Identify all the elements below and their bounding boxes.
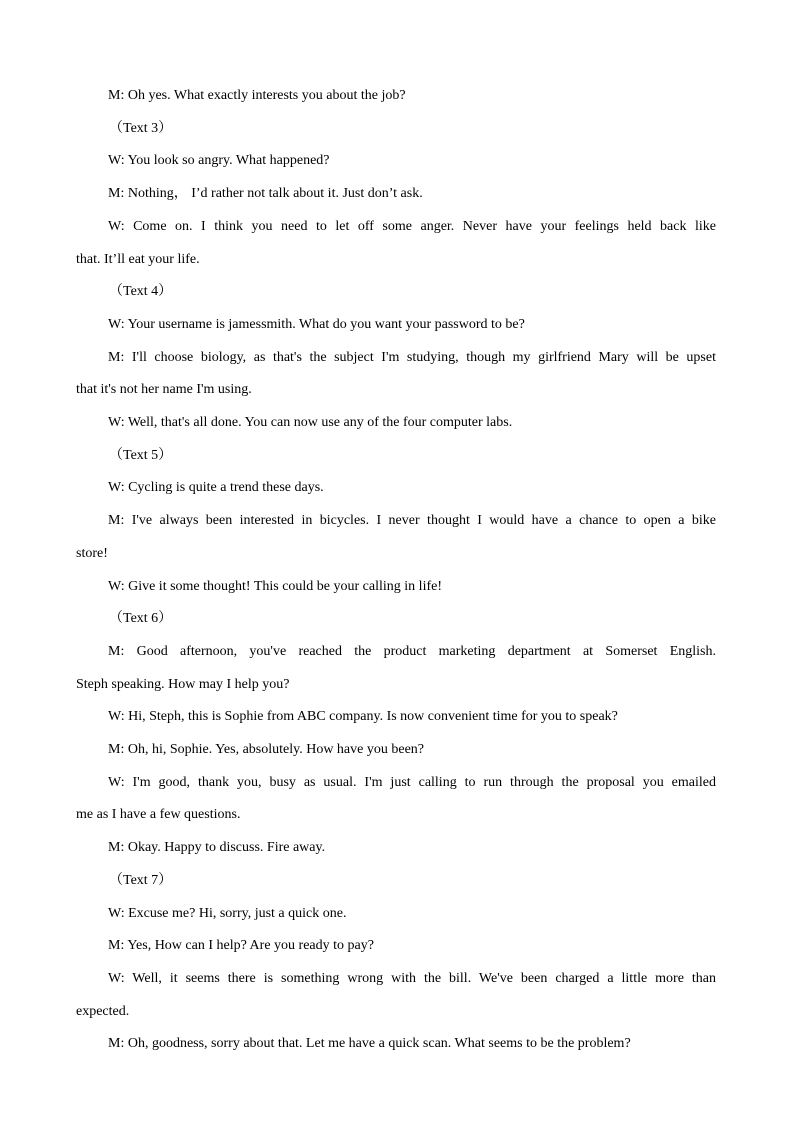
transcript-line: store! [76,545,108,561]
section-heading: （Text 6） [109,611,173,627]
transcript-line: me as I have a few questions. [76,807,241,823]
transcript-line: W: You look so angry. What happened? [108,153,330,169]
transcript-line: M: Oh, hi, Sophie. Yes, absolutely. How have you been? [108,742,425,758]
transcript-line: M: Oh yes. What exactly interests you about the job? [108,88,406,103]
section-heading: （Text 5） [109,447,173,463]
transcript-line: W: Your username is jamessmith. What do you want your password to be? [108,316,525,332]
transcript-line: expected. [76,1003,130,1019]
section-heading: （Text 7） [109,872,173,888]
transcript-line: M: I've always been interested in bicycles. I never thought I would have a chance to open a bike [108,513,716,529]
transcript-line: M: Oh, goodness, sorry about that. Let me have a quick scan. What seems to be the problem? [108,1036,631,1052]
transcript-line: that it's not her name I'm using. [76,382,252,398]
transcript-line: W: Come on. I think you need to let off some anger. Never have your feelings held back like [108,218,716,234]
transcript-line: W: Hi, Steph, this is Sophie from ABC company. Is now convenient time for you to speak? [108,709,618,725]
transcript-line: M: Okay. Happy to discuss. Fire away. [108,840,326,856]
transcript-line: M: I'll choose biology, as that's the subject I'm studying, though my girlfriend Mary will be upset [108,349,716,365]
transcript-line: M: Good afternoon, you've reached the product marketing department at Somerset English. [108,643,716,659]
section-heading: （Text 4） [109,284,173,300]
transcript-line: that. It’ll eat your life. [76,251,200,267]
transcript-line: W: Give it some thought! This could be your calling in life! [108,578,442,594]
transcript-line: W: Excuse me? Hi, sorry, just a quick one. [108,905,347,921]
transcript-line: Steph speaking. How may I help you? [76,676,290,692]
transcript-line: W: Well, it seems there is something wrong with the bill. We've been charged a little more than [108,970,716,986]
transcript-line: W: Cycling is quite a trend these days. [108,480,324,496]
transcript-line: M: Yes, How can I help? Are you ready to pay? [108,938,374,954]
section-heading: （Text 3） [109,120,173,136]
transcript-line: W: Well, that's all done. You can now use any of the four computer labs. [108,415,513,431]
transcript-line: W: I'm good, thank you, busy as usual. I'm just calling to run through the proposal you emailed [108,774,716,790]
transcript-line: M: Nothing， I’d rather not talk about it. Just don’t ask. [108,186,423,202]
transcript-body [76,80,716,1061]
